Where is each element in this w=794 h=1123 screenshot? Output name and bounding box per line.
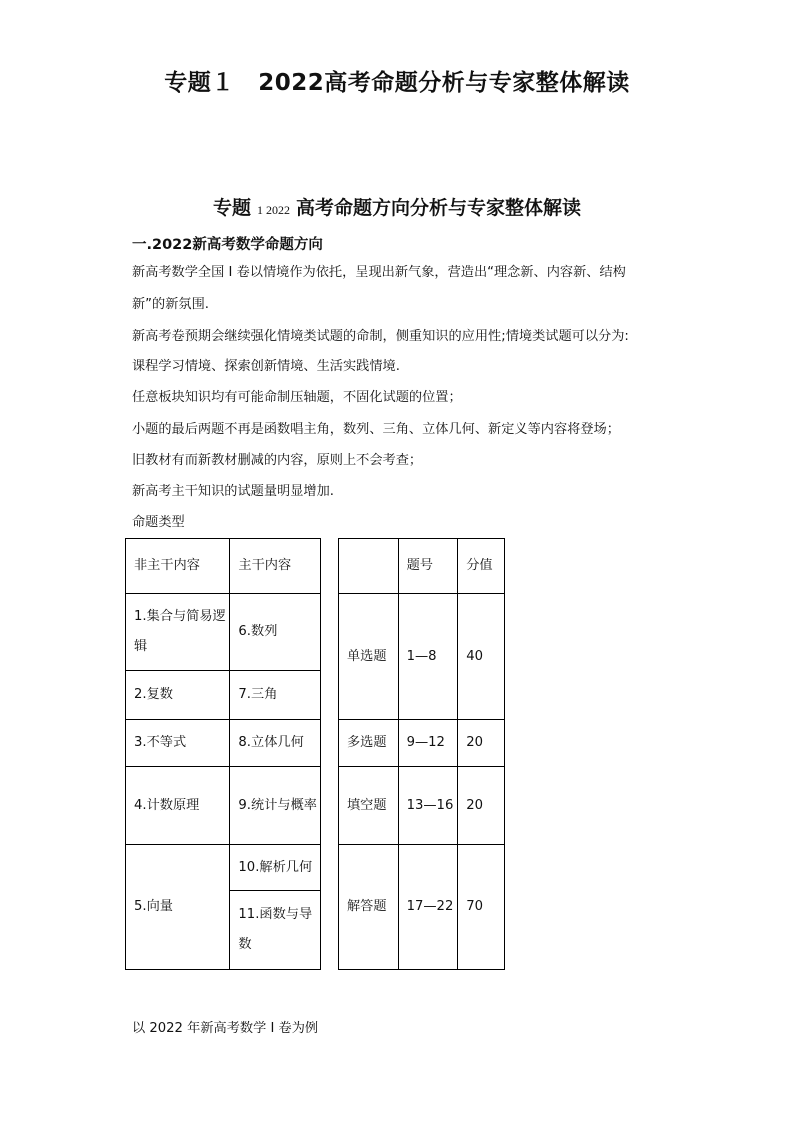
non-core-item: 5.向量 [126,845,230,970]
table-caption: 命题类型 [132,515,185,530]
non-core-item: 3.不等式 [126,720,230,767]
header-score: 分值 [458,539,505,594]
question-score: 20 [458,720,505,767]
footer-note: 以 2022 年新高考数学 I 卷为例 [132,1021,319,1036]
content-type-table [125,538,321,970]
question-numbers: 13—16 [398,767,458,845]
core-item: 6.数列 [230,594,321,671]
table-gap [321,538,338,969]
subtitle-rest: 高考命题方向分析与专家整体解读 [296,197,582,219]
question-score-table [338,538,505,970]
question-numbers: 17—22 [398,845,458,970]
core-item: 11.函数与导数 [230,891,321,970]
core-item: 10.解析几何 [230,845,321,891]
question-type: 解答题 [339,845,399,970]
question-type: 填空题 [339,767,399,845]
header-numbers: 题号 [398,539,458,594]
paragraph-line: 新”的新氛围. [132,297,209,312]
paragraph-line: 任意板块知识均有可能命制压轴题，不固化试题的位置； [132,390,462,405]
document-title: 专题１ 2022高考命题分析与专家整体解读 [164,70,630,96]
non-core-item: 4.计数原理 [126,767,230,845]
document-subtitle [0,193,794,220]
question-score: 40 [458,594,505,720]
paragraph-line: 新高考主干知识的试题量明显增加. [132,484,335,499]
question-type: 多选题 [339,720,399,767]
question-type: 单选题 [339,594,399,720]
core-item: 7.三角 [230,671,321,720]
paragraph-line: 新高考数学全国 I 卷以情境作为依托，呈现出新气象，营造出“理念新、内容新、结构 [132,265,626,280]
paragraph-line: 新高考卷预期会继续强化情境类试题的命制，侧重知识的应用性;情境类试题可以分为: [132,329,629,344]
question-numbers: 1—8 [398,594,458,720]
paragraph-line: 旧教材有而新教材删减的内容，原则上不会考查； [132,453,423,468]
paragraph-line: 小题的最后两题不再是函数唱主角，数列、三角、立体几何、新定义等内容将登场； [132,422,620,437]
subtitle-number: 1 2022 [257,203,290,217]
core-item: 8.立体几何 [230,720,321,767]
non-core-item: 2.复数 [126,671,230,720]
section-heading: 一.2022新高考数学命题方向 [132,237,323,253]
question-numbers: 9—12 [398,720,458,767]
header-non-core: 非主干内容 [126,539,230,594]
header-blank [339,539,399,594]
question-score: 70 [458,845,505,970]
non-core-item: 1.集合与简易逻辑 [126,594,230,671]
paragraph-line: 课程学习情境、探索创新情境、生活实践情境. [132,359,400,374]
core-item: 9.统计与概率 [230,767,321,845]
question-score: 20 [458,767,505,845]
header-core: 主干内容 [230,539,321,594]
subtitle-prefix: 专题 [212,197,251,219]
